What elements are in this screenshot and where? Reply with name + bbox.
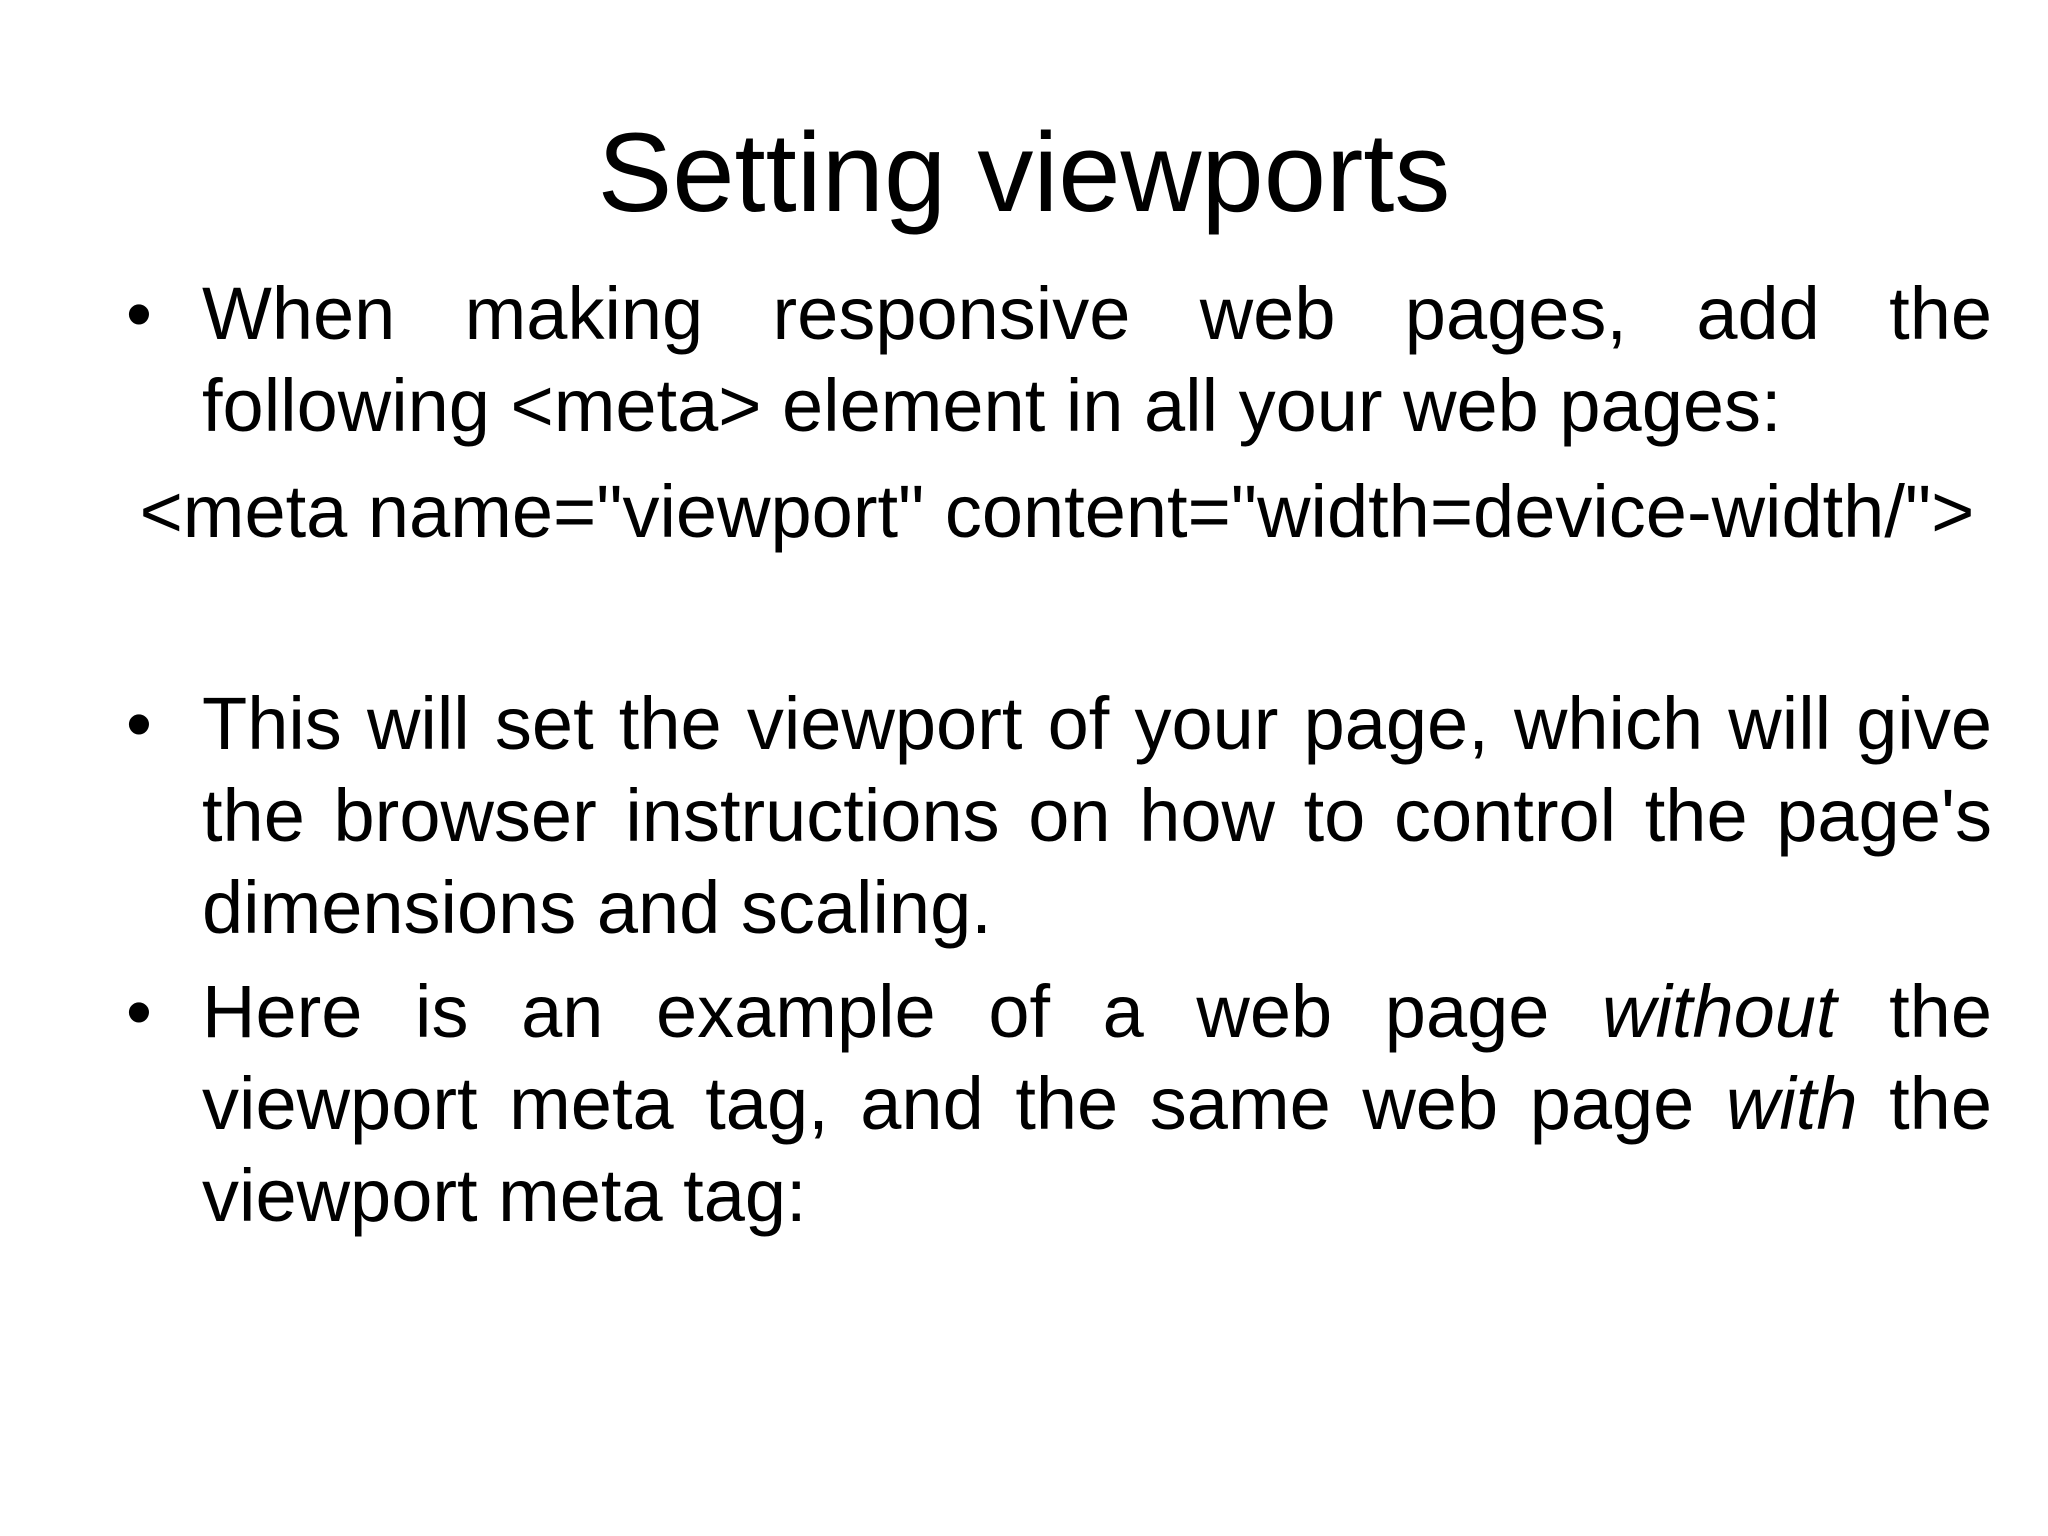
bullet-text-3-em-with: with xyxy=(1725,1062,1858,1145)
bullet-text-3-em-without: without xyxy=(1602,970,1837,1053)
bullet-item-3 xyxy=(122,966,1992,1242)
bullet-icon: • xyxy=(126,970,152,1053)
bullet-text-2: This will set the viewport of your page, which will give the browser instructions on how to control the page's dimensions and scaling. xyxy=(202,682,1992,949)
bullet-item-2 xyxy=(122,678,1992,954)
bullet-text-1: When making responsive web pages, add the following <meta> element in all your web pages: xyxy=(202,272,1992,447)
bullet-text-3-part2: the viewport meta tag, and the same web page xyxy=(202,970,1992,1145)
bullet-text-3-part1: Here is an example of a web page xyxy=(202,970,1603,1053)
bullet-icon: • xyxy=(126,682,152,765)
bullet-item-1 xyxy=(122,268,1992,452)
slide-title: Setting viewports xyxy=(597,110,1451,235)
bullet-icon: • xyxy=(126,272,152,355)
slide-body xyxy=(122,268,1992,1242)
bullet-text-3-part3: the viewport meta tag: xyxy=(202,1062,1992,1237)
meta-code-line: <meta name="viewport" content="width=device-width/"> xyxy=(139,470,1975,553)
spacer xyxy=(122,558,1992,678)
